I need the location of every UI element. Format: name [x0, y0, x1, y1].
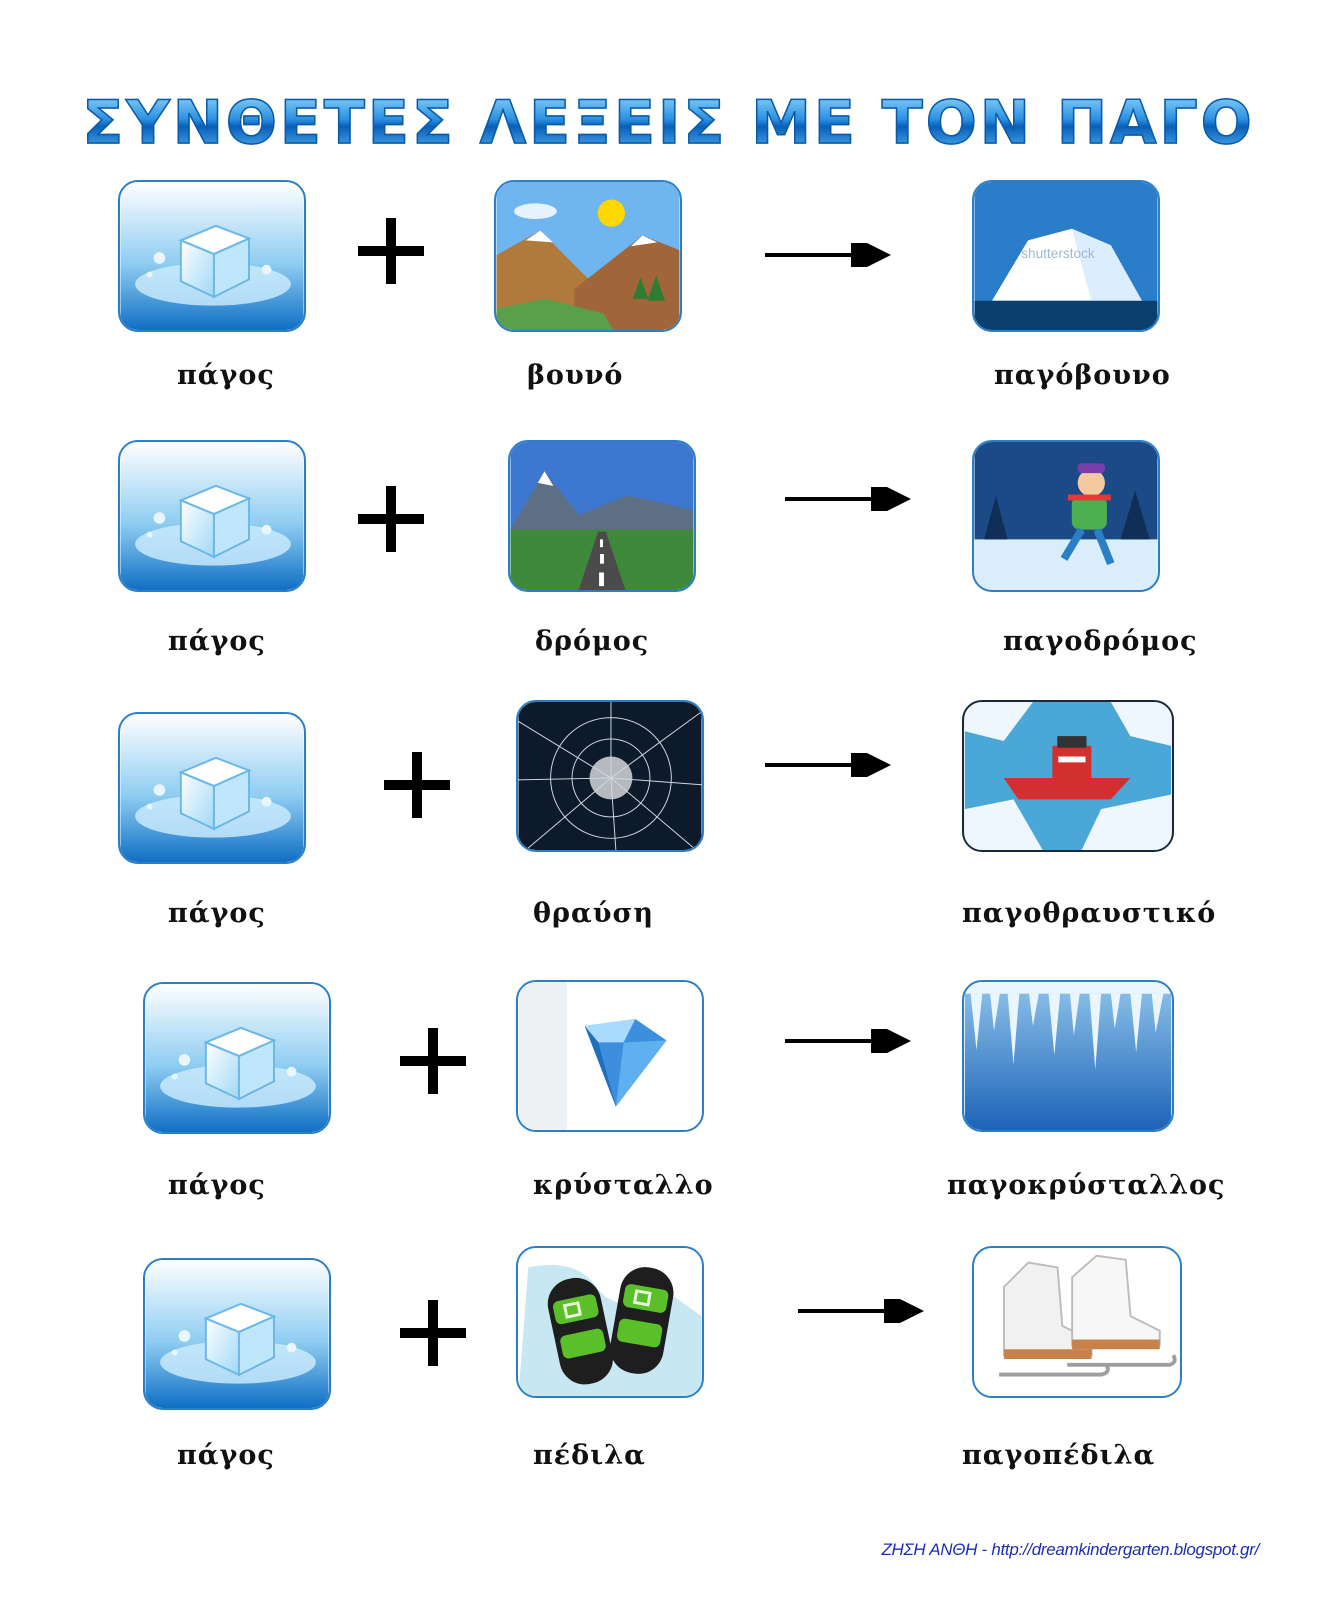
- plus-icon: [384, 752, 450, 818]
- plus-icon: [400, 1028, 466, 1094]
- plus-icon: [400, 1300, 466, 1366]
- word-second: πέδιλα: [533, 1440, 646, 1471]
- plus-icon: [358, 218, 424, 284]
- word-first: πάγος: [168, 626, 266, 657]
- crystal-icon: [516, 980, 704, 1132]
- ice-cube-icon: [118, 712, 306, 864]
- ice-skates-icon: [972, 1246, 1182, 1398]
- plus-icon: [358, 486, 424, 552]
- right-arrow-icon: [798, 1299, 928, 1323]
- right-arrow-icon: [785, 1029, 915, 1053]
- footer-credit: ΖΗΣΗ ΑΝΘΗ - http://dreamkindergarten.blogspot.gr/: [881, 1540, 1259, 1559]
- broken-glass-icon: [516, 700, 704, 852]
- ice-cube-icon: [118, 440, 306, 592]
- sandals-icon: [516, 1246, 704, 1398]
- ice-cube-icon: [143, 1258, 331, 1410]
- word-result: παγόβουνο: [994, 360, 1171, 391]
- road-icon: [508, 440, 696, 592]
- word-result: παγοπέδιλα: [962, 1440, 1156, 1471]
- page-title: ΣΥΝΘΕΤΕΣ ΛΕΞΕΙΣ ΜΕ ΤΟΝ ΠΑΓΟ: [0, 88, 1337, 158]
- right-arrow-icon: [765, 753, 895, 777]
- word-first: πάγος: [168, 898, 266, 929]
- word-second: βουνό: [527, 360, 624, 391]
- word-second: θραύση: [533, 898, 655, 929]
- word-second: δρόμος: [535, 626, 650, 657]
- right-arrow-icon: [765, 243, 895, 267]
- watermark: shutterstock: [1021, 245, 1095, 261]
- ice-cube-icon: [143, 982, 331, 1134]
- right-arrow-icon: [785, 487, 915, 511]
- mountain-icon: [494, 180, 682, 332]
- word-first: πάγος: [177, 360, 275, 391]
- ice-skater-icon: [972, 440, 1160, 592]
- iceberg-icon: [972, 180, 1160, 332]
- ice-cube-icon: [118, 180, 306, 332]
- icebreaker-ship-icon: [962, 700, 1174, 852]
- word-first: πάγος: [168, 1170, 266, 1201]
- icicles-icon: [962, 980, 1174, 1132]
- word-result: παγοκρύσταλλος: [947, 1170, 1226, 1201]
- word-first: πάγος: [177, 1440, 275, 1471]
- word-result: παγοθραυστικό: [962, 898, 1217, 929]
- word-second: κρύσταλλο: [533, 1170, 714, 1201]
- word-result: παγοδρόμος: [1003, 626, 1198, 657]
